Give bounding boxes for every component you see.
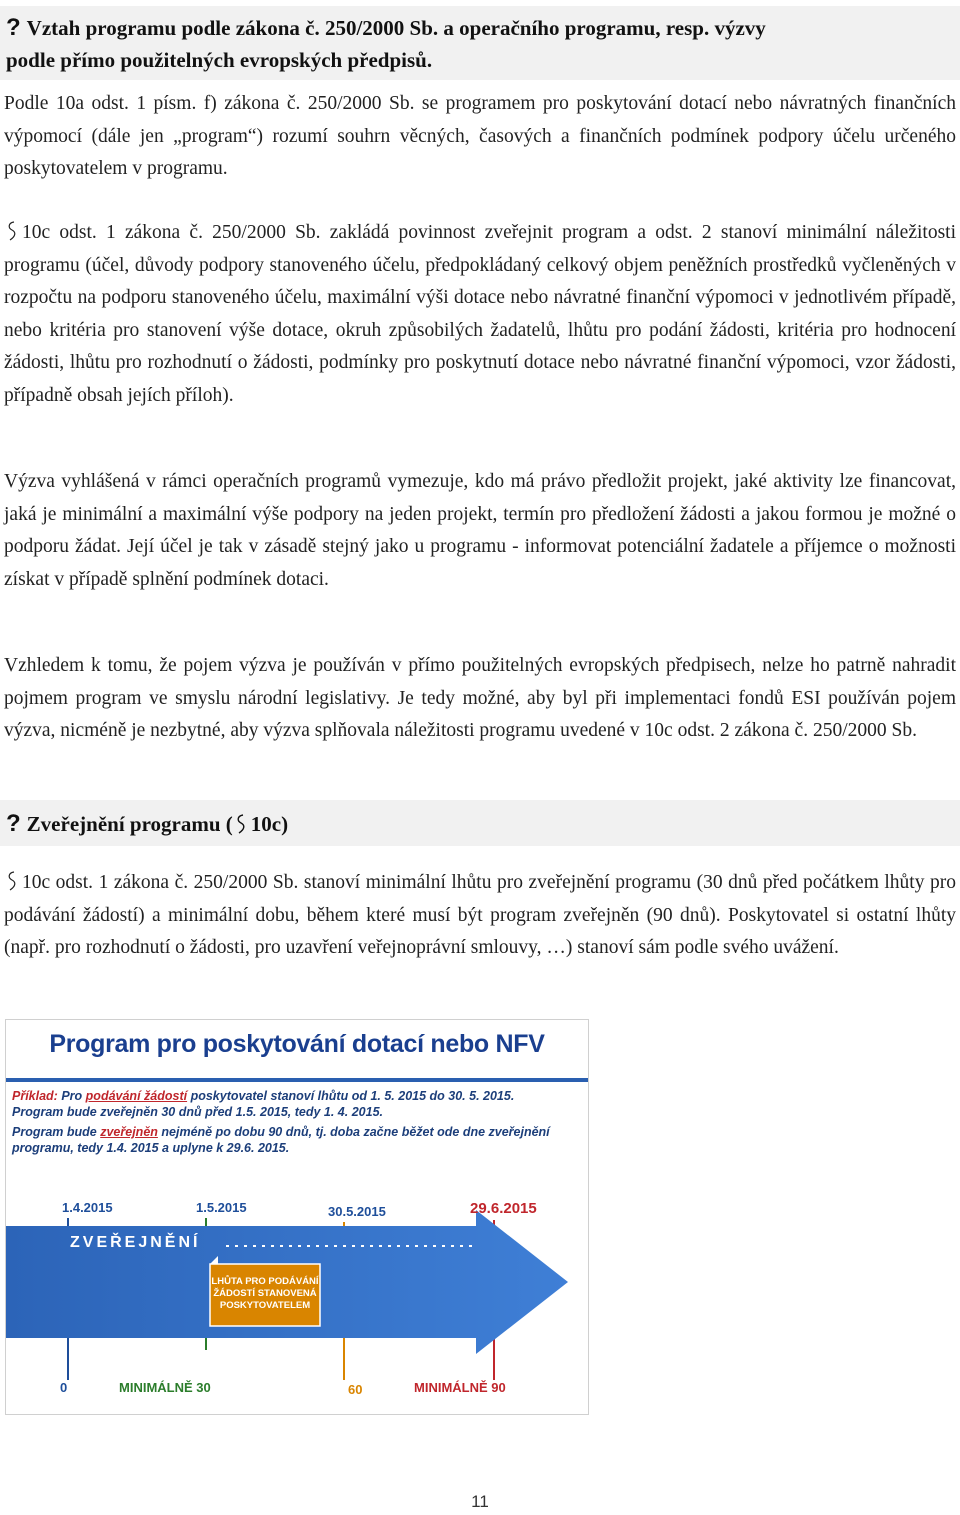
paragraph-call-vs-program xyxy=(4,650,956,748)
timeline-figure xyxy=(5,1019,589,1415)
timeline-graphic xyxy=(6,1020,588,1414)
example-line-1: Příklad: Pro podávání žádostí poskytovatel stanoví lhůtu od 1. 5. 2015 do 30. 5. 2015. Program bude zveřejněn 30 dnů před 1.5. 2015, tedy 1. 4. 2015. xyxy=(12,1089,515,1119)
paragraph-text: Výzva vyhlášená v rámci operačních programů vymezuje, kdo má právo předložit projekt, jaké aktivity lze financovat, jaká je minimální a maximální výše podpory na jeden projekt, termín pro předložení žádosti a jakou formou je možné o podporu žádat. Její účel je tak v zásadě stejný jako u programu - informovat potenciální žadatele a příjemce o možnosti získat v případě splnění podmínek dotaci. xyxy=(4,471,956,590)
example-line-3: Program bude zveřejněn nejméně po dobu 90 dnů, tj. doba začne běžet ode dne zveřejnění programu, tedy 1.4. 2015 a uplyne k 29.6. 2015. xyxy=(12,1125,550,1155)
scale-label-60: 60 xyxy=(348,1382,363,1397)
section-sign-icon xyxy=(4,220,18,242)
paragraph-minimum-requirements xyxy=(4,217,956,412)
heading-line-2: podle přímo použitelných evropských předpisů. xyxy=(6,48,433,72)
heading-text-b: 10c) xyxy=(250,812,289,836)
paragraph-text: Podle 10a odst. 1 písm. f) zákona č. 250/2000 Sb. se programem pro poskytování dotací nebo návratných finančních výpomocí (dále jen „program“) rozumí souhrn věcných, časových a finančních podmínek podpory účelu určeného poskytovatelem v programu. xyxy=(4,93,956,179)
figure-title: Program pro poskytování dotací nebo NFV xyxy=(49,1030,545,1058)
section-heading-publication xyxy=(0,800,960,846)
example-line-2: Program bude zveřejněn 30 dnů před 1.5. 2015, tedy 1. 4. 2015. xyxy=(12,1105,383,1119)
date-label-1: 1.4.2015 xyxy=(62,1200,113,1215)
date-label-2: 1.5.2015 xyxy=(196,1200,247,1215)
scale-label-0: 0 xyxy=(60,1380,68,1395)
date-label-4: 29.6.2015 xyxy=(470,1200,537,1217)
page-number: 11 xyxy=(471,1492,489,1511)
heading-line-1: Vztah programu podle zákona č. 250/2000 Sb. a operačního programu, resp. výzvy xyxy=(26,16,766,40)
paragraph-program-definition xyxy=(4,88,956,186)
paragraph-text: Vzhledem k tomu, že pojem výzva je používán v přímo použitelných evropských předpisech, nelze ho patrně nahradit pojmem program ve smyslu národní legislativy. Je tedy možné, aby byl při implementaci fondů ESI používán pojem výzva, nicméně je nezbytné, aby výzva splňovala náležitosti programu uvedené v 10c odst. 2 zákona č. 250/2000 Sb. xyxy=(4,655,956,741)
date-label-3: 30.5.2015 xyxy=(328,1204,386,1219)
paragraph-text-b: stanoví minimální náležitosti programu (účel, důvody podpory stanoveného účelu, předpokládaný celkový objem peněžních prostředků vyčleněných v rozpočtu na podporu stanoveného účelu, maximální výši dotace nebo návratné finanční výpomoci v jednotlivém případě, nebo kritéria pro stanovení výše dotace, okruh způsobilých žadatelů, lhůtu pro podání žádosti, kritéria pro hodnocení žádosti, lhůtu pro rozhodnutí o žádosti, podmínky pro poskytnutí dotace nebo návratné finanční výpomoci, vzor žádosti, případně obsah jejích příloh). xyxy=(4,222,956,406)
example-label: Příklad: xyxy=(12,1089,58,1103)
heading-text-a: Zveřejnění programu ( xyxy=(26,812,233,836)
section-sign-icon xyxy=(4,870,18,892)
question-bullet-icon: ? xyxy=(6,810,21,837)
paragraph-text-a: 10c odst. 1 zákona č. 250/2000 Sb. zakládá povinnost zveřejnit program a odst. 2 xyxy=(22,222,712,243)
scale-label-90: MINIMÁLNĚ 90 xyxy=(414,1380,506,1395)
paragraph-text: 10c odst. 1 zákona č. 250/2000 Sb. stanoví minimální lhůtu pro zveřejnění programu (30 dnů před počátkem lhůty pro podávání žádostí) a minimální dobu, během které musí být program zveřejněn (90 dnů). Poskytovatel si ostatní lhůty (např. pro rozhodnutí o žádosti, pro uzavření veřejnoprávní smlouvy, …) stanoví sám podle svého uvážení. xyxy=(4,872,956,958)
submission-period-label: LHŮTA PRO PODÁVÁNÍ ŽÁDOSTÍ STANOVENÁ POSKYTOVATELEM xyxy=(211,1276,319,1311)
scale-label-30: MINIMÁLNĚ 30 xyxy=(119,1380,211,1395)
paragraph-publication-deadline xyxy=(4,867,956,965)
example-highlight: zveřejněn xyxy=(100,1125,158,1139)
question-bullet-icon: ? xyxy=(6,14,21,41)
example-highlight: podávání žádostí xyxy=(85,1089,188,1103)
arrow-label: ZVEŘEJNĚNÍ xyxy=(70,1234,201,1251)
paragraph-call-definition xyxy=(4,466,956,596)
section-sign-icon xyxy=(233,813,247,835)
section-heading-relation xyxy=(0,6,960,80)
